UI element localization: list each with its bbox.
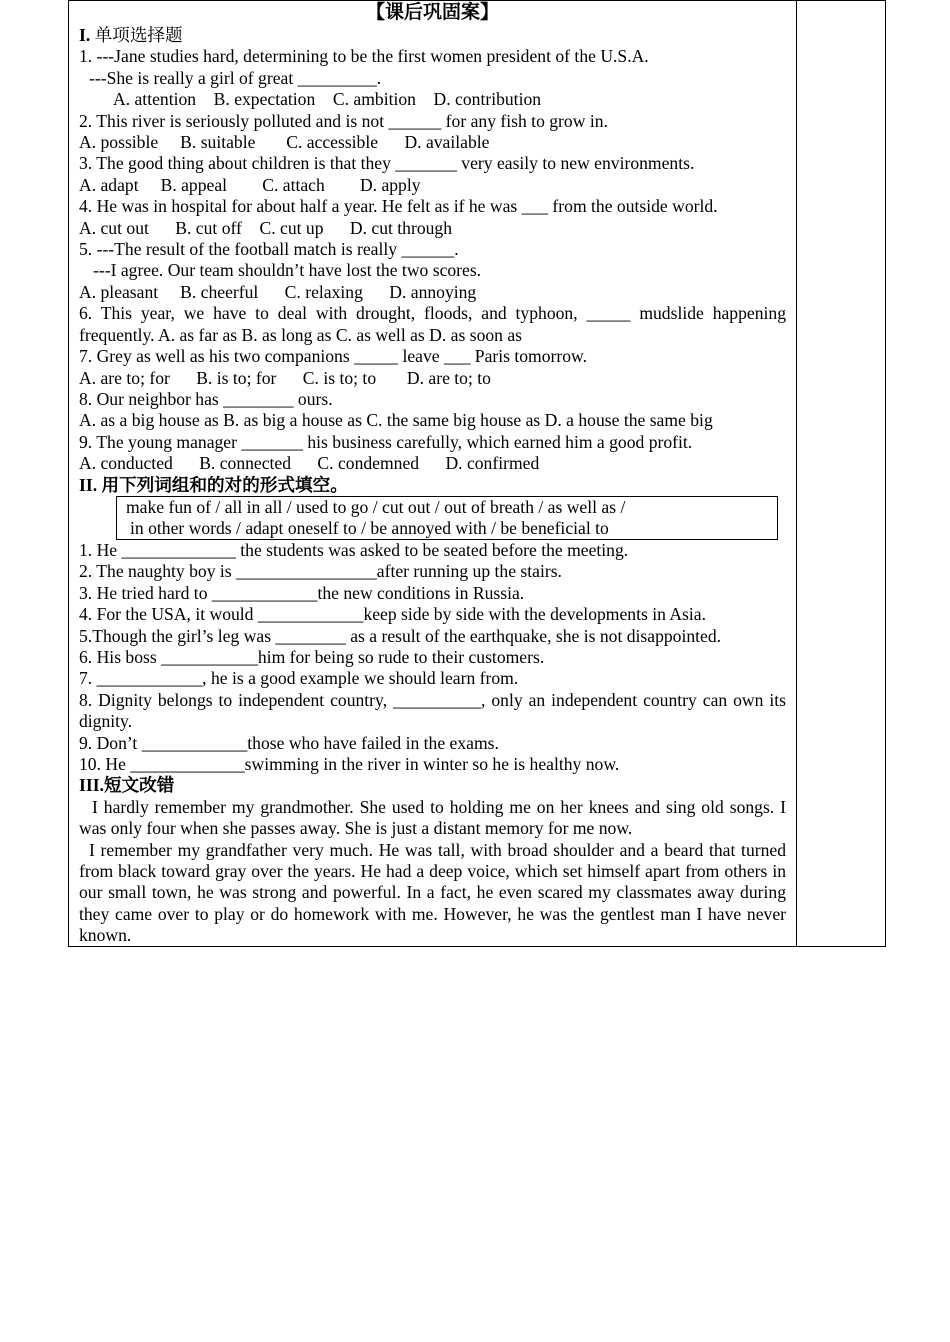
worksheet-table	[68, 0, 886, 947]
fill-in-line: 4. For the USA, it would ____________keep side by side with the developments in Asia.	[79, 604, 706, 625]
column-divider	[796, 1, 797, 946]
fill-in-line: 3. He tried hard to ____________the new conditions in Russia.	[79, 582, 525, 603]
phrase-list-line: in other words / adapt oneself to / be annoyed with / be beneficial to	[130, 517, 609, 538]
fill-in-line: 6. His boss ___________him for being so rude to their customers.	[79, 646, 545, 667]
section3-heading: III.短文改错	[79, 775, 175, 796]
options-line: A. adapt B. appeal C. attach D. apply	[79, 174, 421, 195]
question-line: 9. The young manager _______ his business carefully, which earned him a good profit.	[79, 431, 693, 452]
question-line: 8. Our neighbor has ________ ours.	[79, 388, 333, 409]
options-line: A. possible B. suitable C. accessible D. available	[79, 132, 490, 153]
question-line: 5. ---The result of the football match is really ______.	[79, 239, 459, 260]
worksheet-title: 【课后巩固案】	[365, 2, 499, 23]
passage-paragraph: I hardly remember my grandmother. She used to holding me on her knees and sing old songs. I was only four when she passes away. She is just a distant memory for me now.	[79, 796, 786, 839]
question-line: 3. The good thing about children is that they _______ very easily to new environments.	[79, 153, 695, 174]
fill-in-line: 10. He _____________swimming in the river in winter so he is healthy now.	[79, 754, 620, 774]
fill-in-line: 7. ____________, he is a good example we should learn from.	[79, 668, 519, 689]
fill-in-line: 8. Dignity belongs to independent country, __________, only an independent country can own its dignity.	[79, 689, 786, 732]
fill-in-line: 9. Don’t ____________those who have failed in the exams.	[79, 732, 499, 753]
options-line: A. are to; for B. is to; for C. is to; to D. are to; to	[79, 367, 491, 388]
section1-heading: I. 单项选择题	[79, 25, 183, 45]
options-line: A. cut out B. cut off C. cut up D. cut through	[79, 217, 453, 238]
options-line: A. pleasant B. cheerful C. relaxing D. annoying	[79, 281, 477, 302]
question-line: 2. This river is seriously polluted and is not ______ for any fish to grow in.	[79, 110, 608, 131]
fill-in-line: 1. He _____________ the students was asked to be seated before the meeting.	[79, 539, 629, 560]
section2-heading: II. 用下列词组和的对的形式填空。	[79, 474, 348, 495]
question-line: ---She is really a girl of great _________.	[89, 67, 382, 88]
options-line: A. as a big house as B. as big a house as C. the same big house as D. a house the same big	[79, 410, 713, 431]
options-line: A. attention B. expectation C. ambition D. contribution	[113, 89, 542, 110]
question-line: 6. This year, we have to deal with drought, floods, and typhoon, _____ mudslide happening frequently. A. as far as B. as long as C. as well as D. as soon as	[79, 303, 786, 345]
question-line: 1. ---Jane studies hard, determining to be the first women president of the U.S.A.	[79, 46, 649, 67]
fill-in-line: 2. The naughty boy is ________________after running up the stairs.	[79, 561, 562, 582]
passage-paragraph: I remember my grandfather very much. He was tall, with broad shoulder and a beard that turned from black toward gray over the years. He had a deep voice, which set himself apart from others in our small town, he was strong and powerful. In a fact, he even scared my classmates away during they came over to play or do homework with me. However, he was the gentlest man I have never known.	[79, 839, 786, 946]
phrase-box	[116, 496, 778, 540]
worksheet-content	[79, 1, 786, 947]
question-line: 4. He was in hospital for about half a year. He felt as if he was ___ from the outside world.	[79, 196, 718, 217]
options-line: A. conducted B. connected C. condemned D. confirmed	[79, 453, 540, 474]
question-line: 7. Grey as well as his two companions _____ leave ___ Paris tomorrow.	[79, 346, 588, 367]
phrase-list-line: make fun of / all in all / used to go / cut out / out of breath / as well as /	[126, 496, 626, 517]
fill-in-line: 5.Though the girl’s leg was ________ as a result of the earthquake, she is not disappointed.	[79, 625, 722, 646]
question-line: ---I agree. Our team shouldn’t have lost the two scores.	[93, 260, 482, 281]
